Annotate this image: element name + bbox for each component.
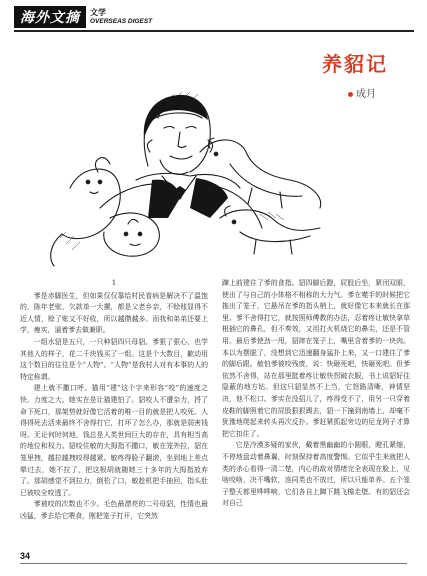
pen-sketch-illustration <box>40 68 330 268</box>
magazine-masthead <box>14 6 152 28</box>
paragraph: 建上就不撒口呼。猫用“建”这个字来形容“咬”的速度之快、力度之大。她实在是让猫建怕了。貂咬人不遭杂力，捋了命下死口，那架势就好像它活着的唯一目的就是把人咬死。人得得死去活来最终不舍得打它，打坏了怎么办，那就是弱害钱呀。无论何时何地，钱总是人类世间巨大的存在，具有相当高的地位和权力。貂咬住敏的大拇指不撒口，敏在笼外拉，貂在笼里拽，越拉越拽咬得越紧。敏疼得脸子翻滚，坐到地上差点晕过去，她不拉了，把这根胡就随她三十多年的大拇指放弃了。那胡感觉不到拉力，倒松了口，敏趁机把手抽回，指头肚已被咬全咬透了。 <box>20 384 208 497</box>
masthead-label: 文学 <box>90 7 106 17</box>
article-title: 养貂记 <box>322 52 388 76</box>
paragraph: 爹是赤脚医生，但如果仅仅靠给村民看病是解决不了温饱的，陈年老账、欠款单一大摞，都是父老乡亲，不赊账显得不近人情，赊了账又不好收，所以越攒越多。而我和弟弟还要上学，瘦实，逼着爹去做兼职。 <box>20 291 208 335</box>
paragraph: 它是冷漠多疑的家伙，戴着黑幽幽的小圆眼，瞪孔紧缩，不停地盘动着鼻翼，时刻保持着高度警惕。它似乎生来就把人类的杀心看得一清二楚，内心的敌对情绪完全表现在脸上，见啥咬啥，决不嘴软，连同类也不放过，所以只能单养。五个笼子整天都里哗哗响，它们各自上蹿下跳飞檐走壁。有的貂还会对自己 <box>222 441 410 508</box>
masthead-english: OVERSEAS DIGEST <box>90 18 153 25</box>
page-number: 34 <box>20 551 31 561</box>
author-name: 成月 <box>356 89 376 100</box>
text-column-right <box>222 278 410 510</box>
text-column-left <box>20 278 208 522</box>
masthead-subtitle <box>90 8 152 26</box>
author-bullet-icon <box>348 92 353 97</box>
article-author <box>348 85 376 100</box>
masthead-logo: 海外文摘 <box>14 6 86 28</box>
masthead-rule <box>14 30 414 32</box>
section-number: 1 <box>111 279 117 287</box>
paragraph: 蹿上前建住了爹的食指。貂四脚后蹬，屁股后坐，紧闭双眼，使出了与自己的小体格不相称的大力气。爹在噬手的时候把它拖出了笼子，它悬吊在爹的指头梢上，就好像它本来就长在那里。爹不舍得打它，就按照师傅教的办法，忍着疼让敏快拿草根插它的鼻孔，但不奏效，又用打火机烧它的鼻尖，还是不管用。最后爹使劲一甩，貂摔在笼子上，嘴里含着爹的一块肉。本以为摆脱了，没想到它迅速翻身猛扑上来，又一口建住了爹的脚后跟。敏怕爹被咬残废，说：快砸死吧，快砸死吧。但爹依然不舍得，站在那里挺着疼让敏快拐破衣服，书上说貂好往隐蔽的地方钻。但这只貂显然不上当，它怒路清晰，神情坚决，他不松口。爹实在没招儿了，疼得受不了，用另一只穿着皮鞋的脚照着它的屁股狠狠踢去，貂一下撞到南墙上，却毫不犹豫地爬起来转头再次反扑。爹赶紧抓起旁边的尼龙网子才算把它扣住了。 <box>222 279 410 438</box>
paragraph: 一组水貂是五只，一只种貂四只母貂。爹狠了狠心，也学其他人的样子，花二千块钱买了一组。这是个大数目，歉动用这个数目的往往是个“人物”。“人物”是我村人对有本事的人的特定称谓。 <box>20 337 208 381</box>
footer-rule <box>20 563 407 564</box>
paragraph: 爹被咬的次数也不少。毛色最漂亮的二号母貂，性情也最凶猛，爹去给它喂食，刚把笼子打开，它突然 <box>20 500 208 520</box>
